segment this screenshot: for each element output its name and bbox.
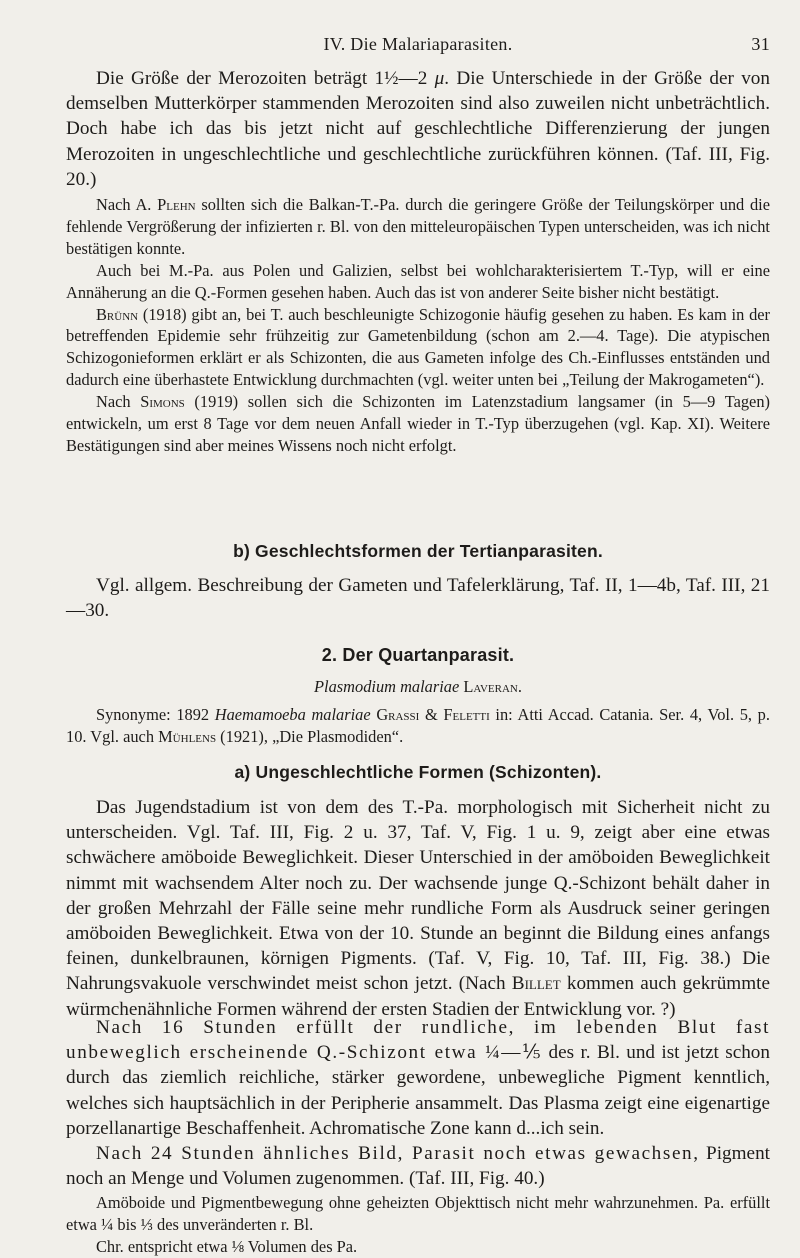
text-run: (1921), „Die Plasmodiden“. (216, 726, 404, 746)
text-run-spaced: Nach 16 Stunden erfüllt der rundliche, im lebenden Blut fast unbeweglich erscheinende Q.-Schizont etwa ¼—⅕ (66, 1017, 770, 1064)
heading-quartanparasit: 2. Der Quartanparasit. (321, 645, 515, 665)
text-run: Vgl. allgem. Beschreibung der Gameten und Tafelerklärung, Taf. II, 1—4b, Taf. III, 21—30. (66, 575, 770, 622)
paragraph-24-stunden (66, 1141, 770, 1191)
species-line (66, 676, 770, 698)
author-name: Grassi & Feletti (376, 705, 490, 724)
text-run: Nach A. (96, 195, 158, 214)
note-chromatin: Chr. entspricht etwa ⅛ Volumen des Pa. (96, 1236, 358, 1256)
heading-schizonten: a) Ungeschlechtliche Formen (Schizonten). (234, 762, 602, 782)
species-author: Laveran. (463, 677, 522, 696)
author-name: Mühlens (158, 726, 217, 746)
synonyme-block (66, 704, 770, 748)
text-run: Pigment noch an Menge und Volumen zugenommen. (Taf. III, Fig. 40.) (66, 1143, 770, 1190)
paragraph-merozoite-size (66, 66, 770, 192)
species-name: Plasmodium malariae (314, 677, 460, 696)
heading-geschlechtsformen: b) Geschlechtsformen der Tertianparasiten. (233, 541, 603, 561)
note-plehn (66, 194, 770, 260)
author-name: Billet (511, 973, 561, 995)
text-run: (1919) sollen sich die Schizonten im Latenzstadium langsamer (in 5—9 Tagen) entwickeln, um erst 8 Tage vor dem neuen Anfall wieder in T.-Typ überzugehen (vgl. Kap. XI). Weitere Bestätigungen sind aber meines Wissens noch nicht erfolgt. (66, 392, 770, 455)
unit-mu: μ (434, 68, 445, 89)
text-run: sollten sich die Balkan-T.-Pa. durch die geringere Größe der Teilungskörper und die fehlende Vergrößerung der infizierten r. Bl. von den mitteleuropäischen Typen unterscheiden, was ich nicht bestätigen konnte. (66, 195, 770, 258)
note-block-2 (66, 1192, 770, 1258)
paragraph-gameten (66, 573, 770, 623)
page-number: 31 (751, 34, 770, 54)
text-run: . Die Unterschiede in der Größe der von demselben Mutterkörper stammenden Merozoiten sind also zuweilen nicht unbeträchtlich. Doch habe ich das bis jetzt nicht auf geschlechtliche Differenzierung der jungen Merozoiten in ungeschlechtliche und geschlechtliche zurückführen können. (Taf. III, Fig. 20.) (66, 68, 770, 190)
author-name: Simons (140, 392, 185, 412)
running-header (66, 34, 770, 58)
text-run: (1918) gibt an, bei T. auch beschleunigte Schizogonie häufig gesehen zu haben. Es kam in der betreffenden Epidemie sehr frühzeitig zur Gametenbildung (schon am 2.—4. Tage). Die atypischen Schizogonieformen erklärt er als Schizonten, die aus Gameten infolge des Ch.-Einflusses entständen und dadurch eine überhastete Entwicklung durchmachten (vgl. weiter unten bei „Teilung der Makrogameten“). (66, 304, 770, 390)
paragraph-16-stunden (66, 1015, 770, 1141)
text-run: Nach (96, 392, 141, 412)
note-polen: Auch bei M.-Pa. aus Polen und Galizien, selbst bei wohlcharakterisiertem T.-Typ, will er eine Annäherung an die Q.-Formen gesehen haben. Auch das ist von anderer Seite bisher nicht bestätigt. (66, 260, 770, 302)
paragraph-jugendstadium (66, 795, 770, 1022)
note-amoeboid: Amöboide und Pigmentbewegung ohne geheizten Objekttisch nicht mehr wahrzunehmen. Pa. erfüllt etwa ¼ bis ⅓ des unveränderten r. Bl. (66, 1193, 770, 1234)
text-run: Synonyme: 1892 (96, 705, 215, 724)
text-run-spaced: Nach 24 Stunden ähnliches Bild, Parasit noch etwas gewachsen, (96, 1143, 700, 1164)
text-run: des r. Bl. und ist jetzt schon durch das ziemlich reichliche, stärker gewordene, unbewegliche Pigment kenntlich, welches sich hauptsächlich in der Peripherie ansammelt. Das Plasma zeigt eine eigenartige porzellanartige Beschaffenheit. Achromatische Zone kann d...ich sein. (66, 1042, 770, 1139)
note-bruenn (66, 304, 770, 392)
text-run: in: Atti Accad. Catania. Ser. 4, Vol. 5, p. 10. Vgl. auch (66, 705, 770, 746)
text-run: Das Jugendstadium ist von dem des T.-Pa. morphologisch mit Sicherheit nicht zu unterscheiden. Vgl. Taf. III, Fig. 2 u. 37, Taf. V, Fig. 1 u. 9, zeigt aber eine etwas schwächere amöboide Beweglichkeit. Dieser Unterschied in der amöboiden Beweglichkeit nimmt mit wachsendem Alter noch zu. Der wachsende junge Q.-Schizont behält daher in der großen Mehrzahl der Fälle seine mehr rundliche Form als Ausdruck seiner geringen amöboiden Beweglichkeit. Etwa von der 10. Stunde an beginnt die Bildung eines anfangs feinen, dunkelbraunen, körnigen Pigments. (Taf. V, Fig. 10, Taf. III, Fig. 38.) Die Nahrungsvakuole verschwindet meist schon jetzt. (Nach (66, 797, 770, 995)
author-name: Brünn (96, 304, 139, 324)
text-run: Die Größe der Merozoiten beträgt 1½—2 (96, 68, 435, 89)
note-simons (66, 391, 770, 457)
running-title: IV. Die Malariaparasiten. (323, 34, 513, 54)
author-name: Plehn (157, 195, 196, 214)
text-run: kommen auch gekrümmte würmchenähnliche Formen während der ersten Stadien der Entwicklung vor. ?) (66, 973, 770, 1020)
synonym-name: Haemamoeba malariae (214, 705, 371, 724)
note-block-1 (66, 194, 770, 457)
